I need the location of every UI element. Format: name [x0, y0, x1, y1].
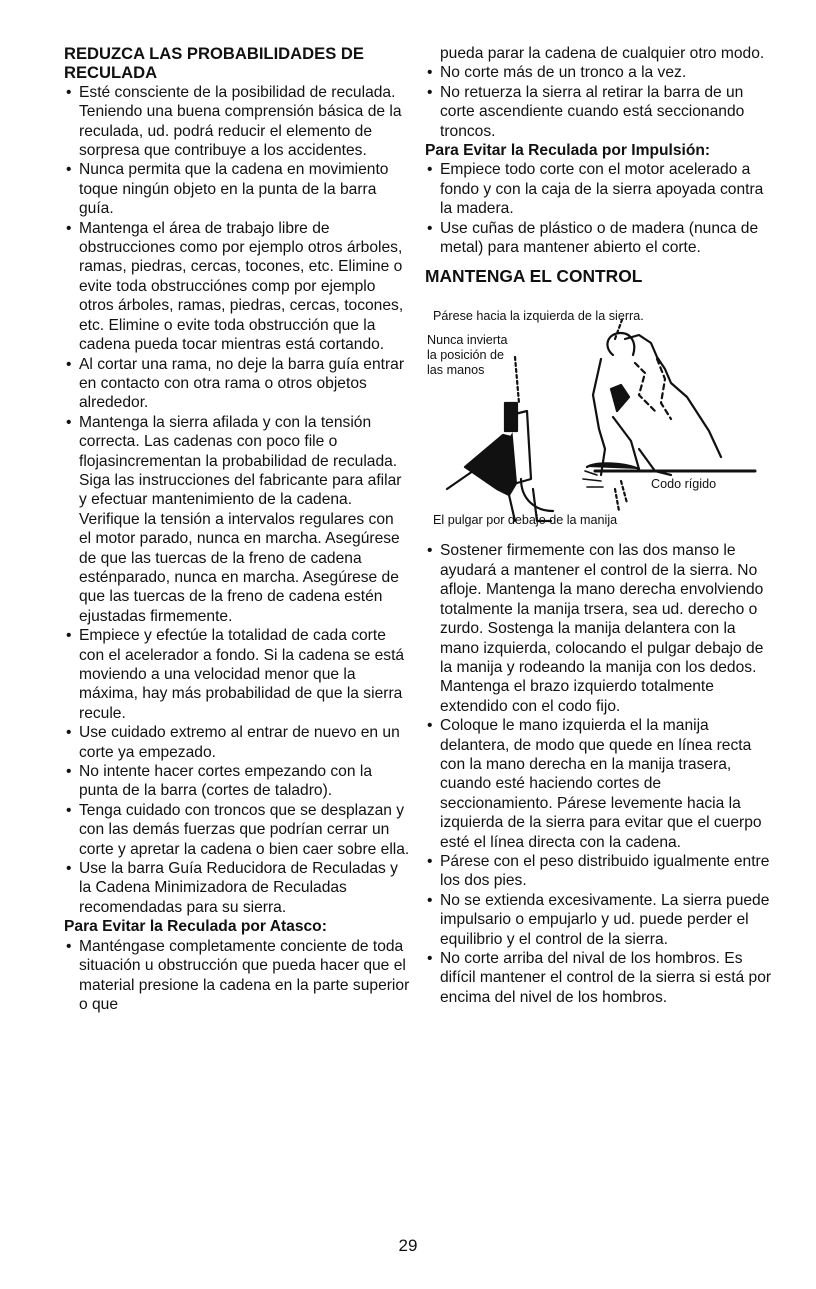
left-column	[64, 44, 410, 1014]
figure-label-stand-left: Párese hacia la izquierda de la sierra.	[433, 309, 644, 324]
list-item: • Use cuñas de plástico o de madera (nunca de metal) para mantener abierto el corte.	[425, 219, 775, 258]
list-item: • Empiece todo corte con el motor acelerado a fondo y con la caja de la sierra apoyada contra la madera.	[425, 160, 775, 218]
list-item: • No retuerza la sierra al retirar la barra de un corte ascendiente cuando está seccionando troncos.	[425, 83, 775, 141]
control-illustration	[425, 299, 777, 531]
heading-reduce-kickback: REDUZCA LAS PROBABILIDADES DE RECULADA	[64, 44, 364, 83]
list-item: • Coloque le mano izquierda el la manija delantera, de modo que quede en línea recta con la mano derecha en la manija trasera, cuando esté haciendo cortes de seccionamiento. Párese levemente hacia la izquierda de la sierra para evitar que el cuerpo esté el línea directa con la cadena.	[425, 716, 775, 852]
list-item: • Nunca permita que la cadena en movimiento toque ningún objeto en la punta de la barra guía.	[64, 160, 410, 218]
heading-keep-control: MANTENGA EL CONTROL	[425, 266, 643, 287]
list-item: • Use cuidado extremo al entrar de nuevo en un corte ya empezado.	[64, 723, 410, 762]
figure-label-hands-1: Nunca invierta	[427, 333, 508, 348]
control-bullet-list	[425, 541, 775, 1007]
figure-label-hands-2: la posición de	[427, 348, 505, 363]
list-item: • Empiece y efectúe la totalidad de cada corte con el acelerador a fondo. Si la cadena se está moviendo a una velocidad menor que la máxima, hay más probabilidad de que la sierra recule.	[64, 626, 410, 723]
list-item: • Use la barra Guía Reducidora de Reculadas y la Cadena Minimizadora de Reculadas recomendadas para su sierra.	[64, 859, 410, 917]
figure-label-thumb: El pulgar por debajo de la manija	[433, 513, 618, 528]
list-item: • Manténgase completamente conciente de toda situación u obstrucción que pueda hacer que el material presione la cadena en la parte superior o que	[64, 937, 410, 1015]
subheading-pinch-kickback: Para Evitar la Reculada por Atasco:	[64, 918, 327, 936]
pinch-bullet-list	[64, 937, 410, 1015]
list-item: • No corte más de un tronco a la vez.	[425, 63, 775, 82]
list-item: • Tenga cuidado con troncos que se desplazan y con las demás fuerzas que podrían cerrar un corte y apretar la cadena o bien caer sobre ella.	[64, 801, 410, 859]
kickback-bullet-list	[64, 83, 410, 917]
right-column	[425, 44, 775, 1007]
page-number: 29	[398, 1236, 418, 1255]
list-item: • No corte arriba del nival de los hombros. Es difícil mantener el control de la sierra si está por encima del nivel de los hombros.	[425, 949, 775, 1007]
list-item: • Sostener firmemente con las dos manso le ayudará a mantener el control de la sierra. No afloje. Mantenga la mano derecha envolviendo totalmente la manija trsera, sea ud. derecho o zurdo. Sostenga la manija delantera con la mano izquierda, colocando el pulgar debajo de la manija y rodeando la manija con los dedos. Mantenga el brazo izquierdo totalmente extendido con el codo fijo.	[425, 541, 775, 716]
subheading-pushback: Para Evitar la Reculada por Impulsión:	[425, 142, 711, 160]
list-item: • No intente hacer cortes empezando con la punta de la barra (cortes de taladro).	[64, 762, 410, 801]
list-item: • Párese con el peso distribuido igualmente entre los dos pies.	[425, 852, 775, 891]
list-item: • Esté consciente de la posibilidad de reculada. Teniendo una buena comprensión básica de la reculada, ud. podrá reducir el elemento de sorpresa que contribuye a los accidentes.	[64, 83, 410, 161]
pushback-bullet-list	[425, 160, 775, 257]
list-item: • Mantenga el área de trabajo libre de obstrucciones como por ejemplo otros árboles, ramas, piedras, cercas, tocones, etc. Elimine o evite toda obstrucciónes comp por ejemplo otros árboles, ramas, piedras, cercas, tocones, etc. Elimine o evite toda obstrucción que la cadena pueda tocar mientras está cortando.	[64, 219, 410, 355]
list-item: • Mantenga la sierra afilada y con la tensión correcta. Las cadenas con poco file o flojasincrementan la probabilidad de reculada. Siga las instrucciones del fabricante para afilar y efectuar mantenimiento de la cadena. Verifique la tensión a intervalos regulares con el motor parado, nunca en marcha. Asegúrese de que las tuercas de la freno de cadena esténparado, nunca en marcha. Asegúrese de que las tuercas de la freno de cadena estén ejustadas firmemente.	[64, 413, 410, 626]
figure-label-elbow: Codo rígido	[651, 477, 717, 492]
continuation-text: pueda parar la cadena de cualquier otro modo.	[440, 45, 765, 62]
list-item: • No se extienda excesivamente. La sierra puede impulsario o empujarlo y ud. puede perder el equilibrio y el control de la sierra.	[425, 891, 775, 949]
pinch-bullet-list-continued	[425, 63, 775, 141]
figure-label-hands-3: las manos	[427, 363, 485, 378]
list-item: • Al cortar una rama, no deje la barra guía entrar en contacto con otra rama o otros objetos alrededor.	[64, 355, 410, 413]
